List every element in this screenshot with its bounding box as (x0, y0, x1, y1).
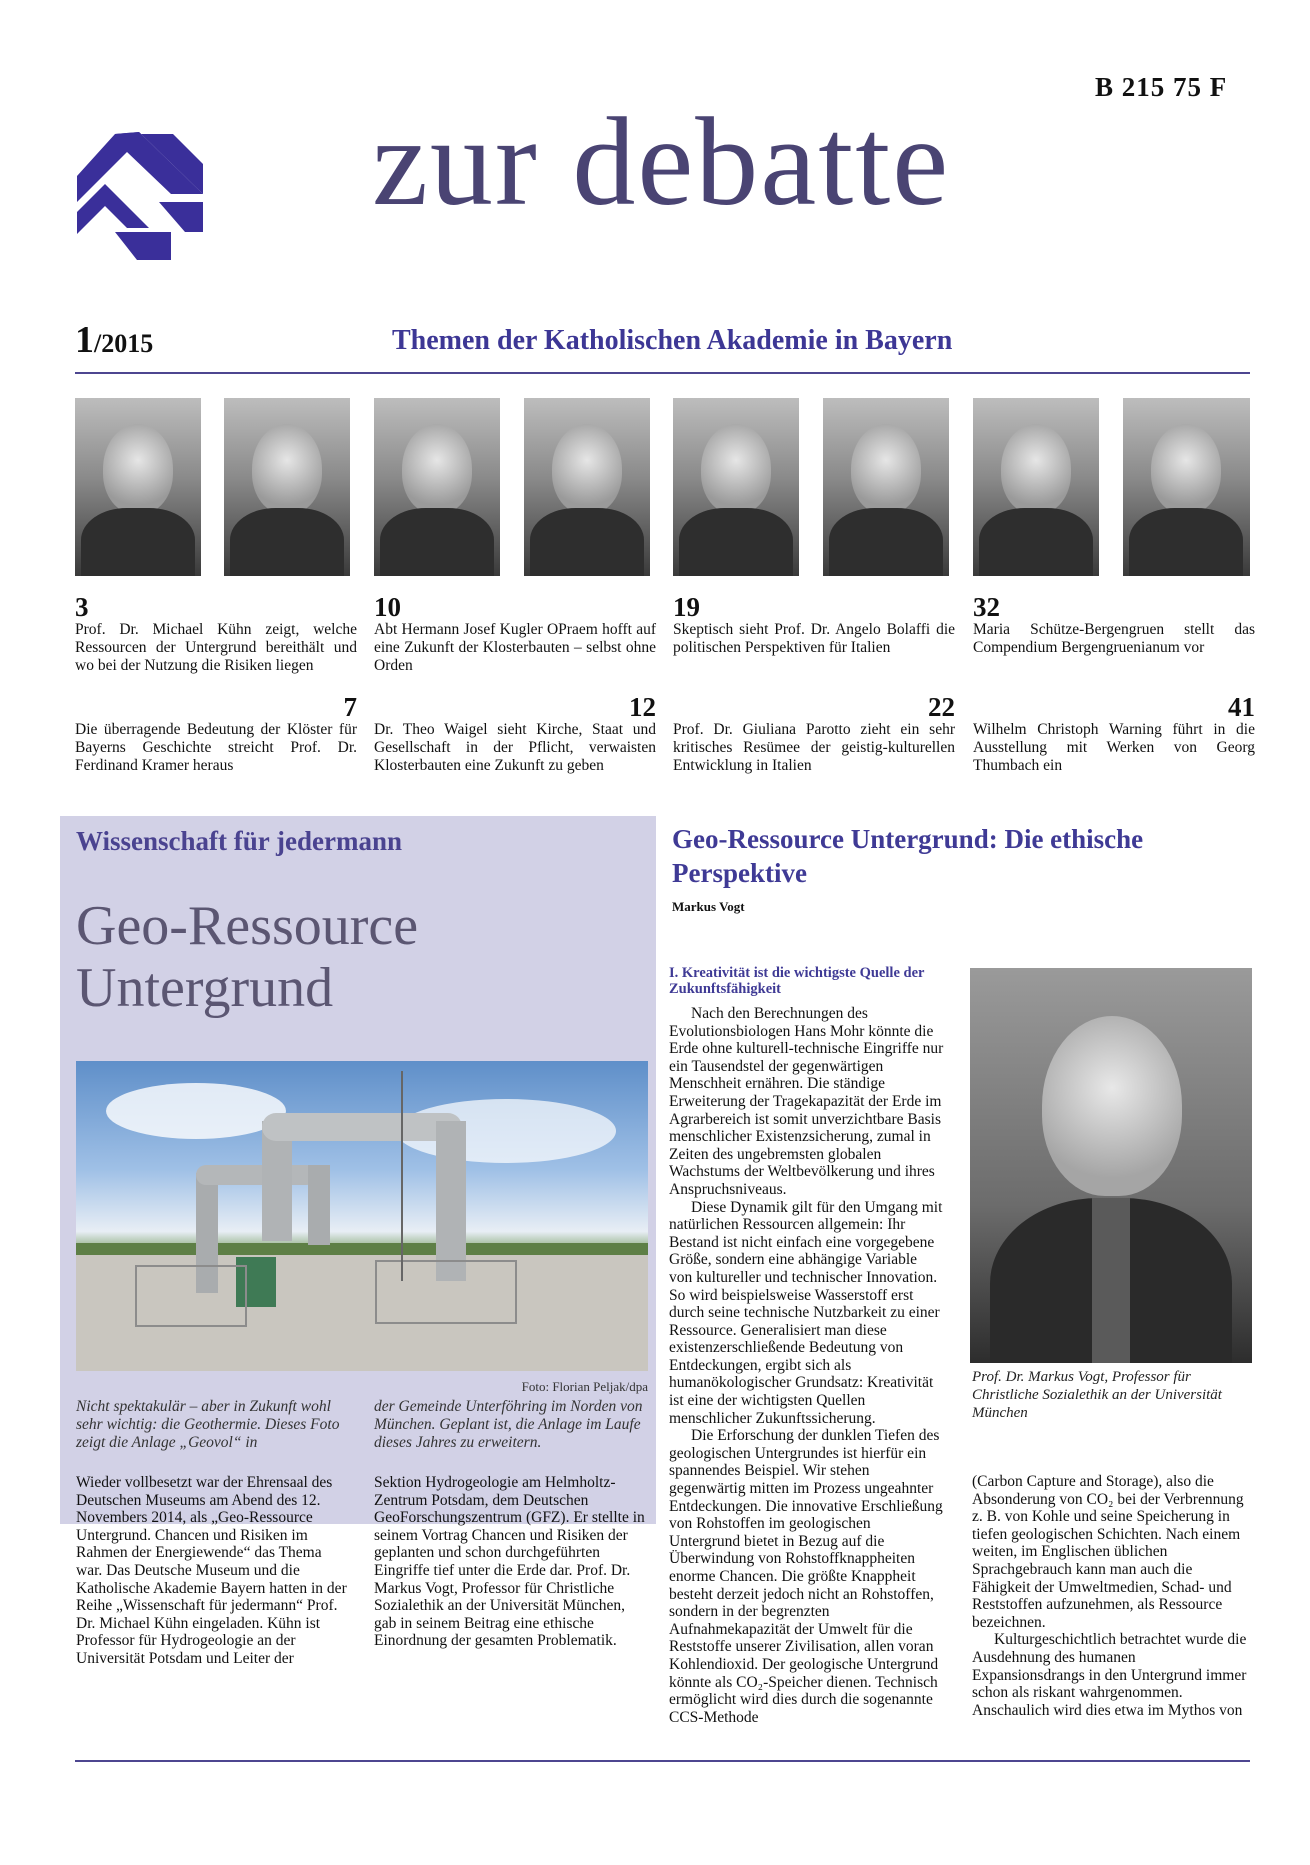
portrait-kugler (374, 398, 500, 576)
feature-caption-right: der Gemeinde Unterföhring im Norden von München. Geplant ist, die Anlage im Laufe dieses Jahres zu erweitern. (374, 1398, 643, 1451)
teaser-text: Maria Schütze-Bergengruen stellt das Compendium Bergengruenianum vor (973, 621, 1255, 656)
masthead-title: zur debatte (372, 93, 951, 232)
teaser-page-7[interactable] (75, 694, 357, 775)
teaser-page-3[interactable] (75, 594, 357, 675)
teaser-text: Wilhelm Christoph Warning führt in die Ausstellung mit Werken von Georg Thumbach ein (973, 721, 1255, 774)
header-divider (75, 372, 1250, 374)
issue-year: /2015 (94, 329, 154, 358)
portrait-parotto (823, 398, 949, 576)
portrait-waigel (524, 398, 650, 576)
portrait-warning (1123, 398, 1250, 576)
teaser-page-number: 10 (374, 592, 401, 622)
teaser-page-number: 7 (343, 692, 357, 722)
feature-body-left: Wieder vollbesetzt war der Ehrensaal des Deutschen Museums am Abend des 12. Novembers 2014, als „Geo-Ressource Untergrund. Chancen und Risiken im Rahmen der Energiewende“ das Thema war. Das Deutsche Museum und die Katholische Akademie Bayern hatten in der Reihe „Wissenschaft für jedermann“ Prof. Dr. Michael Kühn eingeladen. Kühn ist Professor für Hydrogeologie an der Universität Potsdam und Leiter der (76, 1474, 347, 1667)
article-section-heading: I. Kreativität ist die wichtigste Quelle der Zukunftsfähigkeit (669, 965, 925, 997)
article-paragraph: Nach den Berechnungen des Evolutionsbiologen Hans Mohr könnte die Erde ohne kulturell-technische Eingriffe nur ein Tausendstel der gegenwärtigen Menschheit ernähren. Die ständige Erweiterung der Tragekapazität der Erde im Agrarbereich ist somit unverzichtbare Basis menschlicher Existenzsicherung, zumal in Zeiten des ungebremsten globalen Wachstums der Weltbevölkerung und ihres Anspruchsniveaus. (669, 1005, 944, 1198)
markus-vogt-photo (970, 968, 1252, 1363)
issue-number (75, 318, 153, 362)
feature-title-line1: Geo-Ressource (76, 895, 419, 957)
teaser-page-number: 3 (75, 592, 89, 622)
feature-caption-left: Nicht spektakulär – aber in Zukunft wohl sehr wichtig: die Geothermie. Dieses Foto zeigt die Anlage „Geovol“ in (76, 1398, 340, 1451)
feature-kicker: Wissenschaft für jedermann (76, 826, 403, 856)
feature-title (76, 895, 418, 1019)
article-paragraph: (Carbon Capture and Storage), also die Absonderung von CO₂ bei der Verbrennung z. B. von Kohle und seine Speicherung in tiefen geologischen Schichten. Nach einem weiten, im Englischen üblichen Sprachgebrauch kann man auch die Fähigkeit der Umweltmedien, Schad- und Reststoffen aufzunehmen, als Ressource bezeichnen. (972, 1473, 1244, 1631)
article-column-1 (669, 1005, 944, 1726)
issue-number-value: 1 (75, 319, 94, 361)
geothermal-plant-photo (76, 1061, 648, 1371)
teaser-page-22[interactable] (673, 694, 955, 775)
teaser-text: Dr. Theo Waigel sieht Kirche, Staat und Gesellschaft in der Pflicht, verwaisten Klosterbauten eine Zukunft zu geben (374, 721, 656, 774)
portrait-schuetze-bergengruen (973, 398, 1099, 576)
portrait-bolaffi (673, 398, 799, 576)
article-paragraph: Diese Dynamik gilt für den Umgang mit natürlichen Ressourcen allgemein: Ihr Bestand ist nicht einfach eine vorgegebene Größe, sondern eine abhängige Variable von kultureller und technischer Innovation. So wird beispielsweise Wasserstoff erst durch seine technische Nutzbarkeit zu einer Ressource. Generalisiert man diese existenzerschließende Bedeutung von Entdeckungen, ergibt sich als humanökologischer Grundsatz: Kreativität ist eine der wichtigsten Quellen menschlicher Zukunftssicherung. (669, 1198, 943, 1427)
teaser-page-number: 22 (928, 692, 955, 722)
publication-code: B 215 75 F (1095, 72, 1228, 102)
feature-body-right: Sektion Hydrogeologie am Helmholtz-Zentrum Potsdam, dem Deutschen GeoForschungszentrum (GFZ). Er stellte in seinem Vortrag Chancen und Risiken der geplanten und schon durchgeführten Eingriffe tief unter die Erde dar. Prof. Dr. Markus Vogt, Professor für Christliche Sozialethik an der Universität München, gab in seinem Beitrag eine ethische Einordnung der gesamten Problematik. (374, 1474, 645, 1650)
publication-subtitle: Themen der Katholischen Akademie in Bayern (392, 325, 953, 356)
teaser-page-12[interactable] (374, 694, 656, 775)
article-paragraph: Die Erforschung der dunklen Tiefen des geologischen Untergrundes ist hierfür ein spannendes Beispiel. Wir stehen gegenwärtig mitten im Prozess ungeahnter Entdeckungen. Die innovative Erschließung von Rohstoffen im geologischen Untergrund bietet in Bezug auf die Überwindung von Rohstoffknappheiten enorme Chancen. Die größte Knappheit besteht derzeit jedoch nicht an Rohstoffen, sondern in der begrenzten Aufnahmekapazität der Umwelt für die Reststoffe unserer Zivilisation, allen voran Kohlendioxid. Der geologische Untergrund könnte als CO₂-Speicher dienen. Technisch ermöglicht wird dies durch die sogenannte CCS-Methode (669, 1427, 943, 1726)
photo-credit: Foto: Florian Peljak/dpa (521, 1379, 648, 1394)
teaser-text: Prof. Dr. Michael Kühn zeigt, welche Ressourcen der Untergrund bereithält und wo bei der Nutzung die Risiken liegen (75, 621, 357, 674)
akademie-logo-icon (75, 132, 205, 262)
teaser-page-number: 41 (1228, 692, 1255, 722)
teaser-page-number: 32 (973, 592, 1000, 622)
markus-vogt-photo-caption: Prof. Dr. Markus Vogt, Professor für Christliche Sozialethik an der Universität München (972, 1369, 1222, 1421)
footer-divider (75, 1760, 1250, 1762)
feature-title-line2: Untergrund (76, 957, 334, 1019)
teaser-page-41[interactable] (973, 694, 1255, 775)
teaser-page-number: 12 (629, 692, 656, 722)
teaser-page-10-block[interactable] (374, 594, 656, 675)
teaser-page-32[interactable] (973, 594, 1255, 657)
teaser-page-19[interactable] (673, 594, 955, 657)
article-column-2 (972, 1473, 1252, 1719)
article-paragraph: Kulturgeschichtlich betrachtet wurde die Ausdehnung des humanen Expansionsdrangs in den Untergrund immer schon als riskant wahrgenommen. Anschaulich wird dies etwa im Mythos von (972, 1631, 1247, 1719)
teaser-text: Abt Hermann Josef Kugler OPraem hofft auf eine Zukunft der Klosterbauten – selbst ohne Orden (374, 621, 656, 674)
article-title: Geo-Ressource Untergrund: Die ethische Perspektive (672, 824, 1144, 888)
teaser-text: Die überragende Bedeutung der Klöster für Bayerns Geschichte streicht Prof. Dr. Ferdinand Kramer heraus (75, 721, 357, 774)
teaser-text: Prof. Dr. Giuliana Parotto zieht ein sehr kritisches Resümee der geistig-kulturellen Entwicklung in Italien (673, 721, 955, 774)
portrait-kuehn (75, 398, 201, 576)
portrait-kramer (224, 398, 350, 576)
teaser-page-number: 19 (673, 592, 700, 622)
article-author: Markus Vogt (672, 899, 745, 914)
teaser-text: Skeptisch sieht Prof. Dr. Angelo Bolaffi die politischen Perspektiven für Italien (673, 621, 955, 656)
